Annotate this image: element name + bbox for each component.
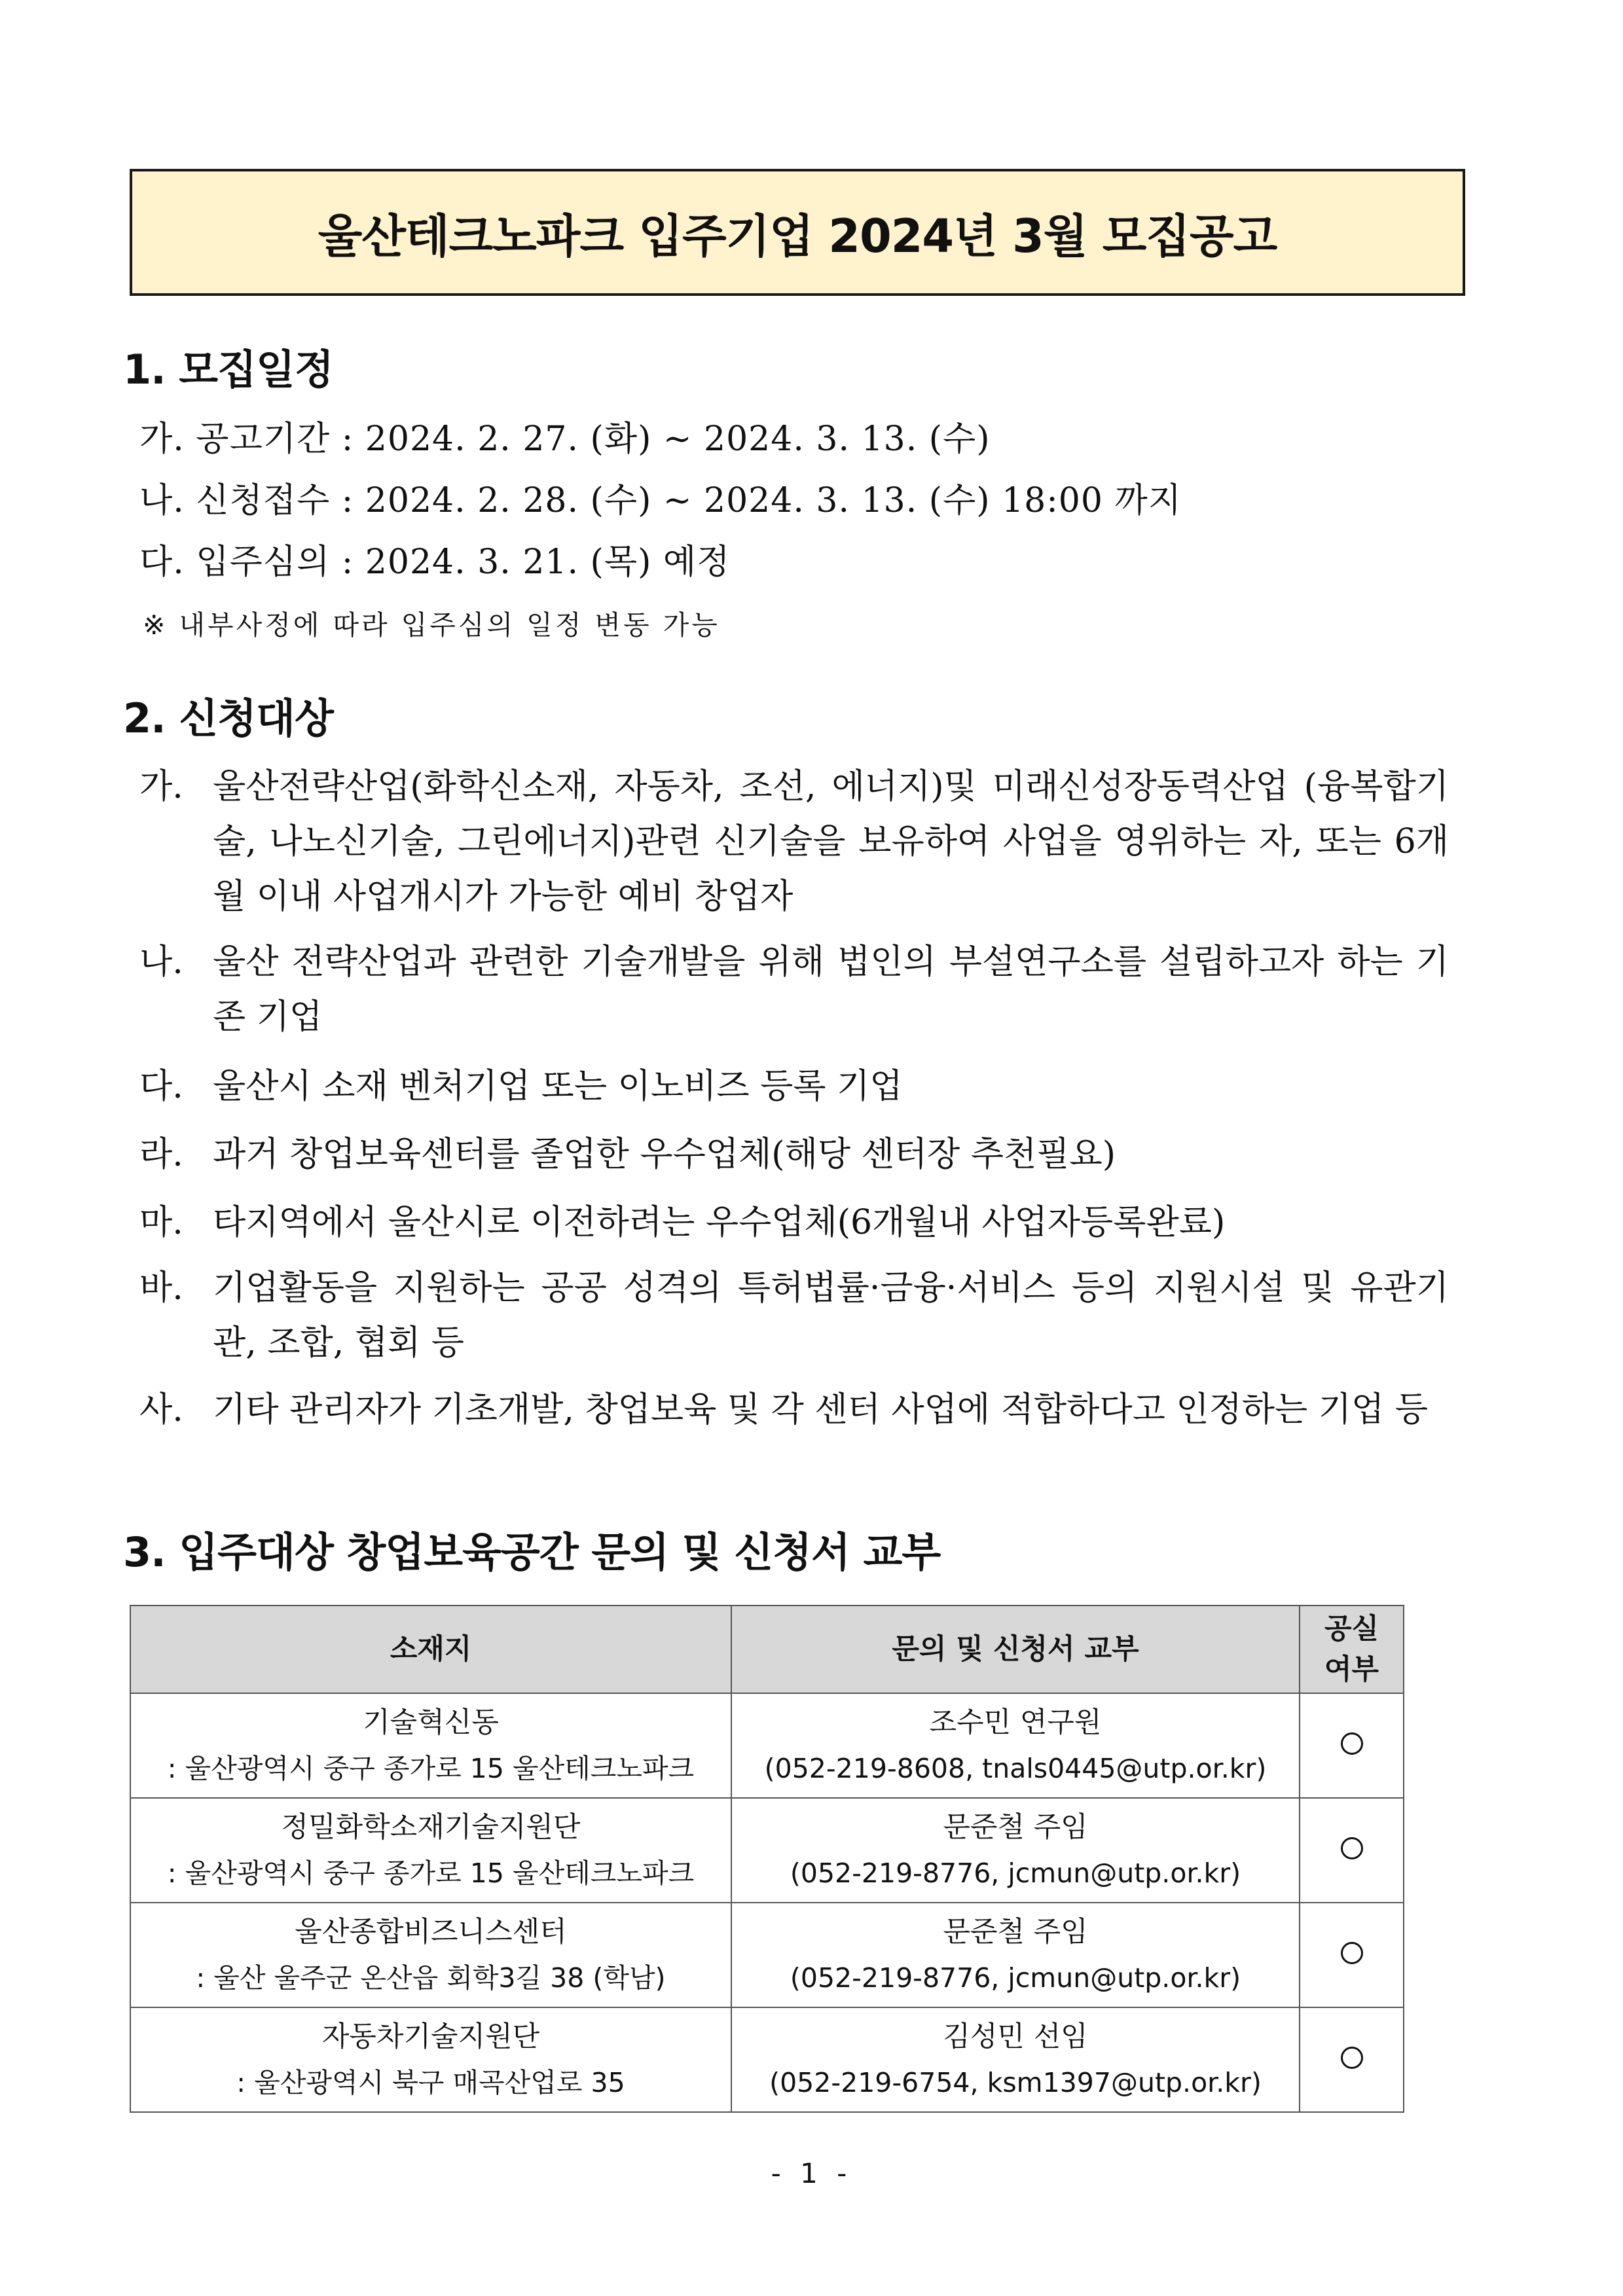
eligibility-marker: 사.: [139, 1390, 183, 1429]
section-heading-schedule: 1. 모집일정: [123, 346, 333, 393]
eligibility-text: 타지역에서 울산시로 이전하려는 우수업체(6개월내 사업자등록완료): [213, 1203, 1226, 1242]
eligibility-marker: 마.: [139, 1203, 183, 1242]
vacancy-cell: [1300, 1693, 1404, 1798]
section-heading-eligibility: 2. 신청대상: [123, 694, 333, 742]
eligibility-item: [139, 759, 1449, 924]
eligibility-text: 기타 관리자가 기초개발, 창업보육 및 각 센터 사업에 적합하다고 인정하는 기업 등: [213, 1390, 1429, 1429]
vacancy-cell: [1300, 1903, 1404, 2007]
contact-person: 문준철 주임: [943, 1916, 1088, 1948]
location-address: : 울산 울주군 온산읍 회학3길 38 (학남): [196, 1962, 666, 1994]
section-heading-contact: 3. 입주대상 창업보육공간 문의 및 신청서 교부: [123, 1528, 941, 1576]
contact-phone-email: (052-219-8776, jcmun@utp.or.kr): [790, 1857, 1241, 1889]
contact-cell: [731, 2007, 1300, 2112]
header-vacancy-line: 공실: [1324, 1613, 1379, 1645]
location-cell: [130, 1798, 731, 1903]
header-vacancy: [1300, 1605, 1404, 1693]
schedule-item-application: 나. 신청접수 : 2024. 2. 28. (수) ~ 2024. 3. 13. (수) 18:00 까지: [139, 481, 1182, 520]
location-name: 정밀화학소재기술지원단: [281, 1811, 581, 1844]
table-row: [130, 2007, 1404, 2112]
eligibility-item: [139, 1059, 1449, 1114]
contact-cell: [731, 1693, 1300, 1798]
page-title: 울산테크노파크 입주기업 2024년 3월 모집공고: [130, 169, 1465, 296]
header-vacancy-line: 여부: [1324, 1653, 1379, 1686]
contact-phone-email: (052-219-8608, tnals0445@utp.or.kr): [764, 1753, 1267, 1784]
eligibility-text: 울산시 소재 벤처기업 또는 이노비즈 등록 기업: [213, 1067, 903, 1106]
contact-person: 조수민 연구원: [929, 1706, 1102, 1739]
eligibility-text: 과거 창업보육센터를 졸업한 우수업체(해당 센터장 추천필요): [213, 1135, 1116, 1174]
circle-mark-icon: [1341, 1837, 1363, 1859]
schedule-item-review: 다. 입주심의 : 2024. 3. 21. (목) 예정: [139, 543, 731, 582]
header-location: 소재지: [130, 1605, 731, 1693]
table-row: [130, 1798, 1404, 1903]
table-row: [130, 1903, 1404, 2007]
eligibility-marker: 나.: [139, 942, 183, 982]
schedule-item-announcement: 가. 공고기간 : 2024. 2. 27. (화) ~ 2024. 3. 13. (수): [139, 420, 991, 459]
location-cell: [130, 1903, 731, 2007]
location-name: 자동차기술지원단: [321, 2020, 540, 2053]
location-address: : 울산광역시 중구 종가로 15 울산테크노파크: [167, 1753, 695, 1784]
eligibility-marker: 가.: [139, 767, 183, 806]
contact-person: 김성민 선임: [943, 2020, 1088, 2053]
eligibility-item: [139, 935, 1449, 1045]
contact-phone-email: (052-219-8776, jcmun@utp.or.kr): [790, 1962, 1241, 1994]
circle-mark-icon: [1341, 1732, 1363, 1755]
contact-cell: [731, 1903, 1300, 2007]
contact-cell: [731, 1798, 1300, 1903]
vacancy-cell: [1300, 2007, 1404, 2112]
location-name: 울산종합비즈니스센터: [295, 1916, 567, 1948]
location-cell: [130, 2007, 731, 2112]
contact-phone-email: (052-219-6754, ksm1397@utp.or.kr): [769, 2067, 1262, 2098]
location-cell: [130, 1693, 731, 1798]
eligibility-item: [139, 1382, 1449, 1437]
eligibility-item: [139, 1195, 1449, 1250]
location-address: : 울산광역시 북구 매곡산업로 35: [236, 2067, 625, 2098]
eligibility-text: 기업활동을 지원하는 공공 성격의 특허법률·금융·서비스 등의 지원시설 및 유관기관, 조합, 협회 등: [213, 1268, 1449, 1363]
contact-person: 문준철 주임: [943, 1811, 1088, 1844]
eligibility-text: 울산전략산업(화학신소재, 자동차, 조선, 에너지)및 미래신성장동력산업 (융복합기술, 나노신기술, 그린에너지)관련 신기술을 보유하여 사업을 영위하는 자, 또는 6개월 이내 사업개시가 가능한 예비 창업자: [213, 767, 1449, 916]
eligibility-text: 울산 전략산업과 관련한 기술개발을 위해 법인의 부설연구소를 설립하고자 하는 기존 기업: [213, 942, 1449, 1037]
eligibility-marker: 다.: [139, 1067, 183, 1106]
location-name: 기술혁신동: [363, 1706, 499, 1739]
eligibility-marker: 바.: [139, 1268, 183, 1308]
eligibility-item: [139, 1261, 1449, 1371]
vacancy-cell: [1300, 1798, 1404, 1903]
schedule-note: ※ 내부사정에 따라 입주심의 일정 변동 가능: [143, 609, 720, 641]
circle-mark-icon: [1341, 1942, 1363, 1964]
location-address: : 울산광역시 중구 종가로 15 울산테크노파크: [167, 1857, 695, 1889]
header-contact: 문의 및 신청서 교부: [731, 1605, 1300, 1693]
contact-table: [130, 1605, 1404, 2113]
eligibility-item: [139, 1127, 1449, 1182]
table-header-row: [130, 1605, 1404, 1693]
circle-mark-icon: [1341, 2047, 1363, 2069]
eligibility-marker: 라.: [139, 1135, 183, 1174]
table-row: [130, 1693, 1404, 1798]
page-number: - 1 -: [771, 2157, 852, 2189]
